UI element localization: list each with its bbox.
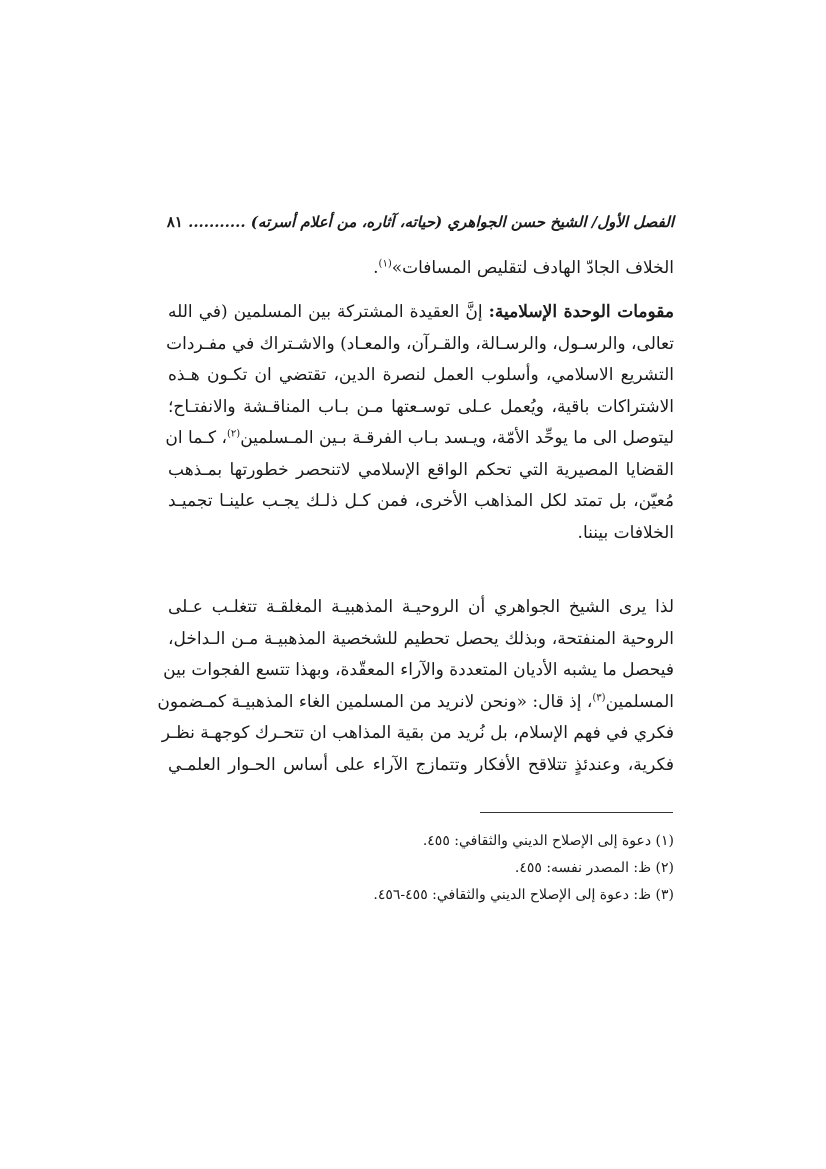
text-line: مُعيّن، بل تمتد لكل المذاهب الأخرى، فمن كـل ذلـك يجـب علينـا تجميـد [168, 491, 674, 511]
text-line: الاشتراكات باقية، ويُعمل عـلى توسـعتها مـن بـاب المناقـشة والانفتـاح؛ [168, 396, 674, 417]
footnote-ref-2[interactable]: (٢) [227, 428, 241, 440]
line-text: . [373, 258, 379, 278]
text-line: الروحية المنفتحة، وبذلك يحصل تحطيم للشخصية المذهبيـة مـن الـداخل، [168, 628, 674, 649]
footnote-1: (١) دعوة إلى الإصلاح الديني والثقافي: ٤٥٥. [422, 833, 674, 849]
text-line: القضايا المصيرية التي تحكم الواقع الإسلامي لاتنحصر خطورتها بمـذهب [168, 459, 674, 480]
line-text: ، كـما ان [165, 428, 228, 448]
header-dots: ........... [188, 213, 246, 231]
paragraph-unity-foundations [165, 297, 674, 549]
footnote-ref-1[interactable]: (١) [378, 258, 392, 270]
text-line: التشريع الاسلامي، وأسلوب العمل لنصرة الدين، تقتضي ان تكـون هـذه [168, 365, 674, 385]
line-text: إنَّ العقيدة المشتركة بين المسلمين (في الله [168, 302, 483, 322]
footnote-2: (٢) ظ: المصدر نفسه: ٤٥٥. [514, 860, 674, 876]
paragraph-jawahiri-view [157, 592, 674, 781]
paragraph-continuation [168, 253, 674, 285]
line-text: المسلمين [605, 691, 674, 712]
text-line: لذا يرى الشيخ الجواهري أن الروحيـة المذهبيـة المغلقـة تتغلـب عـلى [168, 597, 674, 617]
line-text: ، إذ قال: «ونحن لانريد من المسلمين الغاء المذهبيـة كمـضمون [157, 691, 593, 712]
footnotes [168, 828, 674, 909]
section-lead: مقومات الوحدة الإسلامية: [488, 302, 674, 322]
footnote-3: (٣) ظ: دعوة إلى الإصلاح الديني والثقافي: ٤٥٥-٤٥٦. [373, 887, 674, 903]
text-line [168, 297, 674, 329]
text-line: فيحصل ما يشبه الأديان المتعددة والآراء المعقّدة، وبهذا تتسع الفجوات بين [163, 660, 674, 680]
line-text: ليتوصل الى ما يوحِّد الأمّة، ويـسد بـاب الفرقـة بـين المـسلمين [240, 428, 674, 448]
text-line [157, 687, 674, 719]
running-header [168, 213, 674, 231]
text-line: تعالى، والرسـول، والرسـالة، والقـرآن، والمعـاد) والاشـتراك في مفـردات [166, 333, 674, 354]
text-line [165, 423, 674, 455]
footnote-ref-3[interactable]: (٣) [592, 691, 606, 703]
page-number: ٨١ [166, 213, 183, 231]
header-title: الفصل الأول/ الشيخ حسن الجواهري (حياته، آثاره، من أعلام أسرته) [250, 213, 674, 231]
text-line: فكري في فهم الإسلام، بل نُريد من بقية المذاهب ان تتحـرك كوجهـة نظـر [161, 723, 674, 743]
line-text: الخلاف الجادّ الهادف لتقليص المسافات» [391, 258, 674, 278]
text-line: الخلافات بيننا. [577, 522, 674, 543]
text-line: فكرية، وعندئذٍ تتلاقح الأفكار وتتمازج الآراء على أساس الحـوار العلمـي [168, 754, 674, 775]
footnote-separator [480, 812, 673, 813]
text-line [168, 253, 674, 285]
